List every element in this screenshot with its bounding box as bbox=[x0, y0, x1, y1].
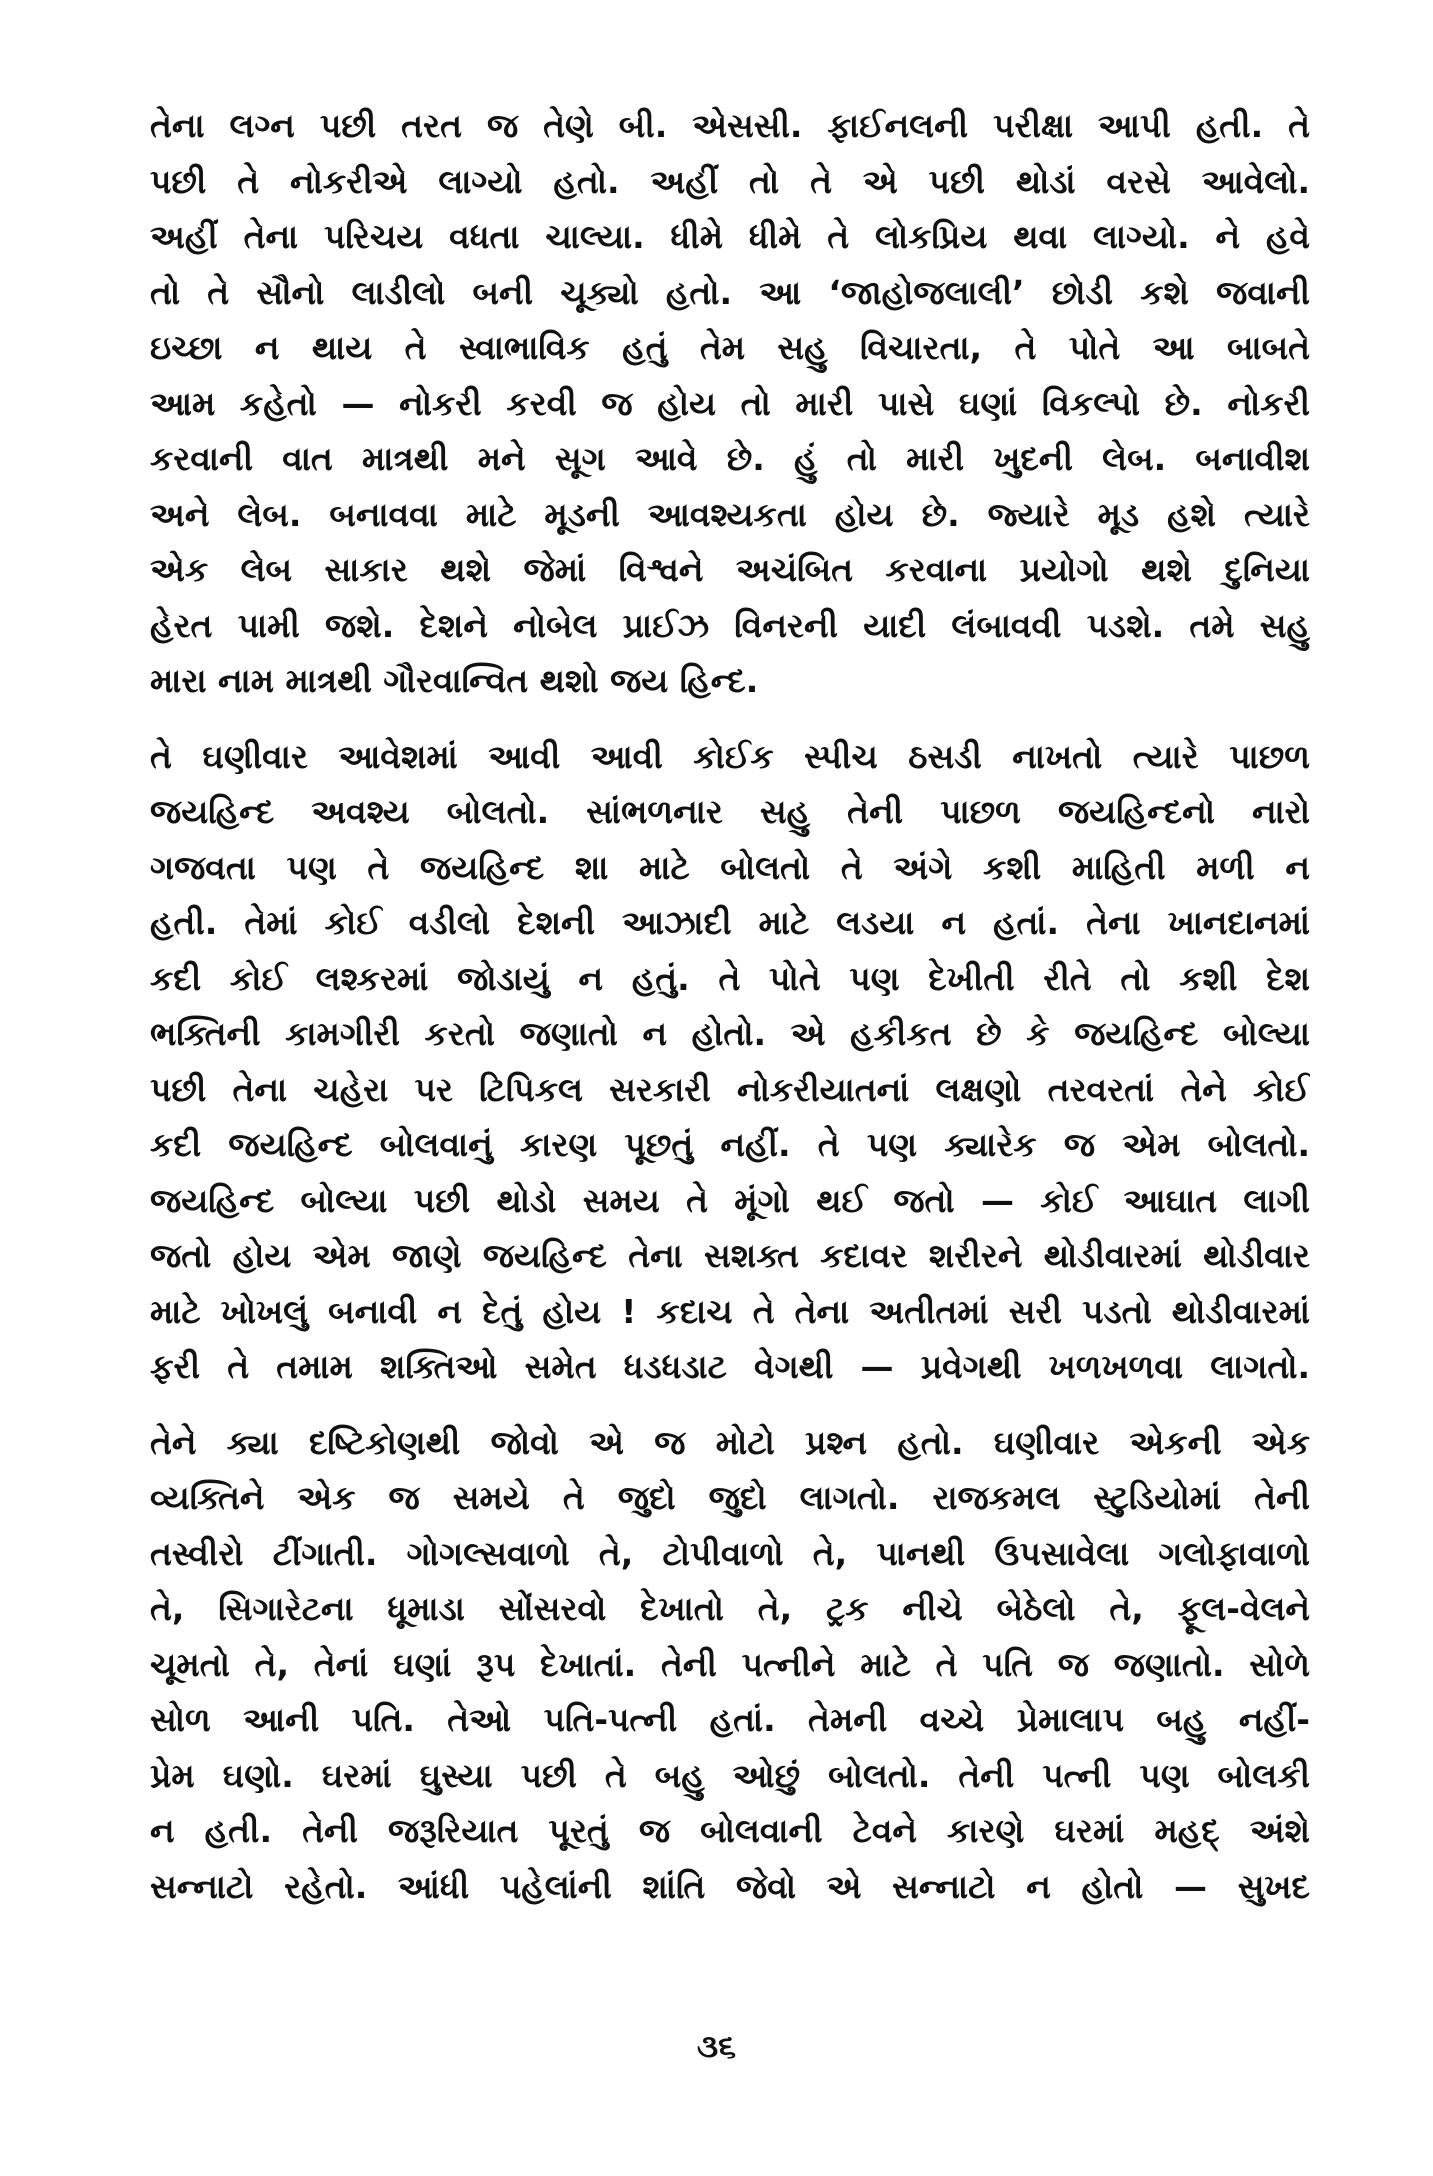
text-line: ભક્તિની કામગીરી કરતો જણાતો ન હોતો. એ હકીકત છે કે જયહિન્દ બોલ્યા bbox=[150, 1014, 1310, 1053]
text-line: પછી તેના ચહેરા પર ટિપિકલ સરકારી નોકરીયાતનાં લક્ષણો તરવરતાં તેને કોઈ bbox=[150, 1069, 1310, 1109]
text-line: તે, સિગારેટના ધૂમાડા સોંસરવો દેખાતો તે, ટ્રક નીચે બેઠેલો તે, ફૂલ-વેલને bbox=[150, 1589, 1310, 1628]
text-line: જતો હોય એમ જાણે જયહિન્દ તેના સશક્ત કદાવર શરીરને થોડીવારમાં થોડીવાર bbox=[150, 1236, 1310, 1275]
text-line: તે ઘણીવાર આવેશમાં આવી આવી કોઈક સ્પીચ ઠસડી નાખતો ત્યારે પાછળ bbox=[150, 736, 1310, 776]
text-line: અહીં તેના પરિચય વધતા ચાલ્યા. ધીમે ધીમે તે લોકપ્રિય થવા લાગ્યો. ને હવે bbox=[150, 217, 1310, 256]
text-line: સન્નાટો રહેતો. આંધી પહેલાંની શાંતિ જેવો એ સન્નાટો ન હોતો — સુખદ bbox=[150, 1866, 1310, 1906]
text-line: જયહિન્દ અવશ્ય બોલતો. સાંભળનાર સહુ તેની પાછળ જયહિન્દનો નારો bbox=[150, 792, 1310, 831]
text-line: સોળ આની પતિ. તેઓ પતિ-પત્ની હતાં. તેમની વચ્ચે પ્રેમાલાપ બહુ નહીં- bbox=[150, 1700, 1310, 1739]
text-line: કદી જયહિન્દ બોલવાનું કારણ પૂછતું નહીં. તે પણ ક્યારેક જ એમ બોલતો. bbox=[150, 1125, 1310, 1164]
text-line: તેના લગ્ન પછી તરત જ તેણે બી. એસસી. ફાઈનલની પરીક્ષા આપી હતી. તે bbox=[150, 106, 1310, 145]
text-line: હેરત પામી જશે. દેશને નોબેલ પ્રાઈઝ વિનરની યાદી લંબાવવી પડશે. તમે સહુ bbox=[150, 605, 1310, 645]
text-line: પછી તે નોકરીએ લાગ્યો હતો. અહીં તો તે એ પછી થોડાં વરસે આવેલો. bbox=[150, 161, 1310, 201]
text-line: એક લેબ સાકાર થશે જેમાં વિશ્વને અચંબિત કરવાના પ્રયોગો થશે દુનિયા bbox=[150, 550, 1310, 589]
text-line: ચૂમતો તે, તેનાં ઘણાં રૂપ દેખાતાં. તેની પત્નીને માટે તે પતિ જ જણાતો. સોળે bbox=[150, 1644, 1310, 1684]
text-line: તેને ક્યા દષ્ટિકોણથી જોવો એ જ મોટો પ્રશ્ન હતો. ઘણીવાર એકની એક bbox=[150, 1422, 1310, 1462]
paragraph-2 bbox=[150, 729, 1310, 1395]
text-line: અને લેબ. બનાવવા માટે મૂડની આવશ્યકતા હોય છે. જ્યારે મૂડ હશે ત્યારે bbox=[150, 494, 1310, 534]
text-line: તો તે સૌનો લાડીલો બની ચૂક્યો હતો. આ ‘જાહોજલાલી’ છોડી કશે જવાની bbox=[150, 272, 1310, 312]
text-line: જયહિન્દ બોલ્યા પછી થોડો સમય તે મૂંગો થઈ જતો — કોઈ આઘાત લાગી bbox=[150, 1180, 1310, 1220]
text-line: ફરી તે તમામ શક્તિઓ સમેત ધડધડાટ વેગથી — પ્રવેગથી ખળખળવા લાગતો. bbox=[150, 1347, 1310, 1386]
text-line: મારા નામ માત્રથી ગૌરવાન્વિત થશો જય હિન્દ. bbox=[150, 661, 759, 700]
text-line: કદી કોઈ લશ્કરમાં જોડાયું ન હતું. તે પોતે પણ દેખીતી રીતે તો કશી દેશ bbox=[150, 958, 1310, 998]
text-line: ગજવતા પણ તે જયહિન્દ શા માટે બોલતો તે અંગે કશી માહિતી મળી ન bbox=[150, 847, 1310, 887]
text-line: ઇચ્છા ન થાય તે સ્વાભાવિક હતું તેમ સહુ વિચારતા, તે પોતે આ બાબતે bbox=[150, 328, 1310, 367]
text-line: ન હતી. તેની જરૂરિયાત પૂરતું જ બોલવાની ટેવને કારણે ઘરમાં મહદ્ અંશે bbox=[150, 1811, 1310, 1850]
paragraph-1 bbox=[150, 98, 1310, 709]
page-number: ૩૬ bbox=[696, 2027, 737, 2065]
text-line: માટે ખોખલું બનાવી ન દેતું હોય ! કદાચ તે તેના અતીતમાં સરી પડતો થોડીવારમાં bbox=[150, 1291, 1310, 1331]
text-line: હતી. તેમાં કોઈ વડીલો દેશની આઝાદી માટે લડયા ન હતાં. તેના ખાનદાનમાં bbox=[150, 903, 1310, 942]
page-body bbox=[150, 98, 1310, 1934]
text-line: આમ કહેતો — નોકરી કરવી જ હોય તો મારી પાસે ઘણાં વિકલ્પો છે. નોકરી bbox=[150, 383, 1310, 423]
text-line: વ્યક્તિને એક જ સમયે તે જુદો જુદો લાગતો. રાજકમલ સ્ટુડિયોમાં તેની bbox=[150, 1478, 1310, 1517]
text-line: કરવાની વાત માત્રથી મને સૂગ આવે છે. હું તો મારી ખુદની લેબ. બનાવીશ bbox=[150, 439, 1310, 478]
text-line: તસ્વીરો ટીંગાતી. ગોગલ્સવાળો તે, ટોપીવાળો તે, પાનથી ઉપસાવેલા ગલોફાવાળો bbox=[150, 1533, 1310, 1573]
paragraph-3 bbox=[150, 1415, 1310, 1915]
text-line: પ્રેમ ઘણો. ઘરમાં ઘુસ્યા પછી તે બહુ ઓછું બોલતો. તેની પત્ની પણ બોલકી bbox=[150, 1755, 1310, 1795]
